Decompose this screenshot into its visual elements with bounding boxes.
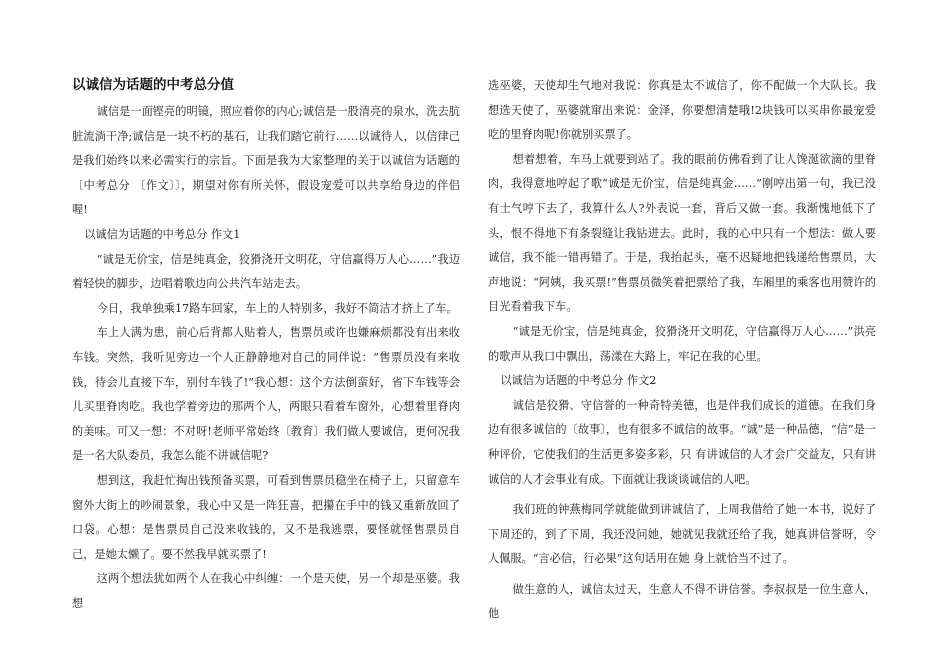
paragraph: 车上人满为患，前心后背都人贴着人，售票员或许也嫌麻烦都没有出来收车钱。突然，我听见旁边一个人正静静地对自己的同伴说：“售票员没有来收钱，待会儿直接下车，别付车钱了!”我心想：这个方法倒蛮好，省下车钱等会儿买里脊肉吃。我也学着旁边的那两个人，两眼只看着车窗外，心想着里脊肉的美味。可又一想：不对呀!老师平常始终〔教育〕我们做人要诚信，更何况我是一名大队委员，我怎么能不讲诚信呢? [72, 326, 460, 463]
intro-paragraph: 诚信是一面铿亮的明镜，照应着你的内心;诚信是一股清亮的泉水，洗去肮脏流淌干净;诚信是一块不朽的基石，让我们踏它前行……以诚待人，以信律己是我们始终以来必需实行的宗旨。下面是我为大家整理的关于以诚信为话题的〔中考总分 〔作文〕〕，期望对你有所关怀，假设宠爱可以共享给身边的伴侣喔! [72, 105, 460, 217]
paragraph: “诚是无价宝，信是纯真金，狡猾浇开文明花，守信赢得万人心……”洪亮的歌声从我口中飘出，荡漾在大路上，牢记在我的心里。 [488, 324, 876, 363]
section-heading-essay-2: 以诚信为话题的中考总分 作文2 [500, 374, 657, 388]
paragraph: 这两个想法犹如两个人在我心中纠缠：一个是天使，另一个却是巫婆。我想 [72, 572, 460, 610]
section-heading-essay-1: 以诚信为话题的中考总分 作文1 [84, 227, 241, 241]
paragraph: 今日，我单独乘17路车回家，车上的人特别多，我好不简洁才挤上了车。 [96, 301, 458, 315]
paragraph-continued: 选巫婆，天使却生气地对我说：你真是太不诚信了，你不配做一个大队长。我想选天使了，巫婆就窜出来说：金泽，你要想清楚哦!2块钱可以买串你最宠爱吃的里脊肉呢!你就别买票了。 [488, 79, 876, 142]
paragraph: 诚信是狡猾、守信誉的一种奇特美德，也是伴我们成长的道德。在我们身边有很多诚信的〔故事〕，也有很多不诚信的故事。“诚”是一种品德，“信”是一种评价，它使我们的生活更多姿多彩，只 有讲诚信的人才会广交益友，只有讲诚信的人才会事业有成。下面就让我谈谈诚信的人吧。 [488, 398, 876, 486]
paragraph: 想着想着，车马上就要到站了。我的眼前仿佛看到了让人馋涎欲滴的里脊肉，我得意地哼起了歌“诚是无价宝，信是纯真金……”刚哼出第一句，我已没有士气哼下去了，我算什么人?外表说一套，背后又做一套。我渐愧地低下了头，恨不得地下有条裂缝让我钻进去。此时，我的心中只有一个想法：做人要诚信，我不能一错再错了。于是，我抬起头，毫不迟疑地把钱递给售票员，大声地说：“阿姨，我买票!”售票员微笑着把票给了我，车厢里的乘客也用赞许的目光看着我下车。 [488, 152, 876, 314]
left-column [72, 74, 460, 616]
page-title: 以诚信为话题的中考总分值 [72, 77, 234, 93]
paragraph: 我们班的钟燕梅同学就能做到讲诚信了，上周我借给了她一本书，说好了下周还的，到了下周，我还没问她，她就见我就还给了我，她真讲信誉呀，令人佩服。“言必信，行必果”这句话用在她 身上就恰当不过了。 [488, 503, 876, 566]
paragraph: “诚是无价宝，信是纯真金，狡猾浇开文明花，守信赢得万人心……”我迈着轻快的脚步，边唱着歌边向公共汽车站走去。 [72, 252, 460, 291]
right-column [488, 74, 876, 627]
paragraph: 做生意的人，诚信太过天，生意人不得不讲信誉。李叔叔是一位生意人，他 [488, 582, 876, 621]
paragraph: 想到这，我赶忙掏出钱预备买票，可看到售票员稳坐在椅子上，只留意车窗外大街上的吵闹景象，我心中又是一阵狂喜，把攥在手中的钱又重新放回了口袋。心想：是售票员自己没来收钱的，又不是我逃票，要怪就怪售票员自己，是她太懒了。要不然我早就买票了! [72, 473, 460, 561]
